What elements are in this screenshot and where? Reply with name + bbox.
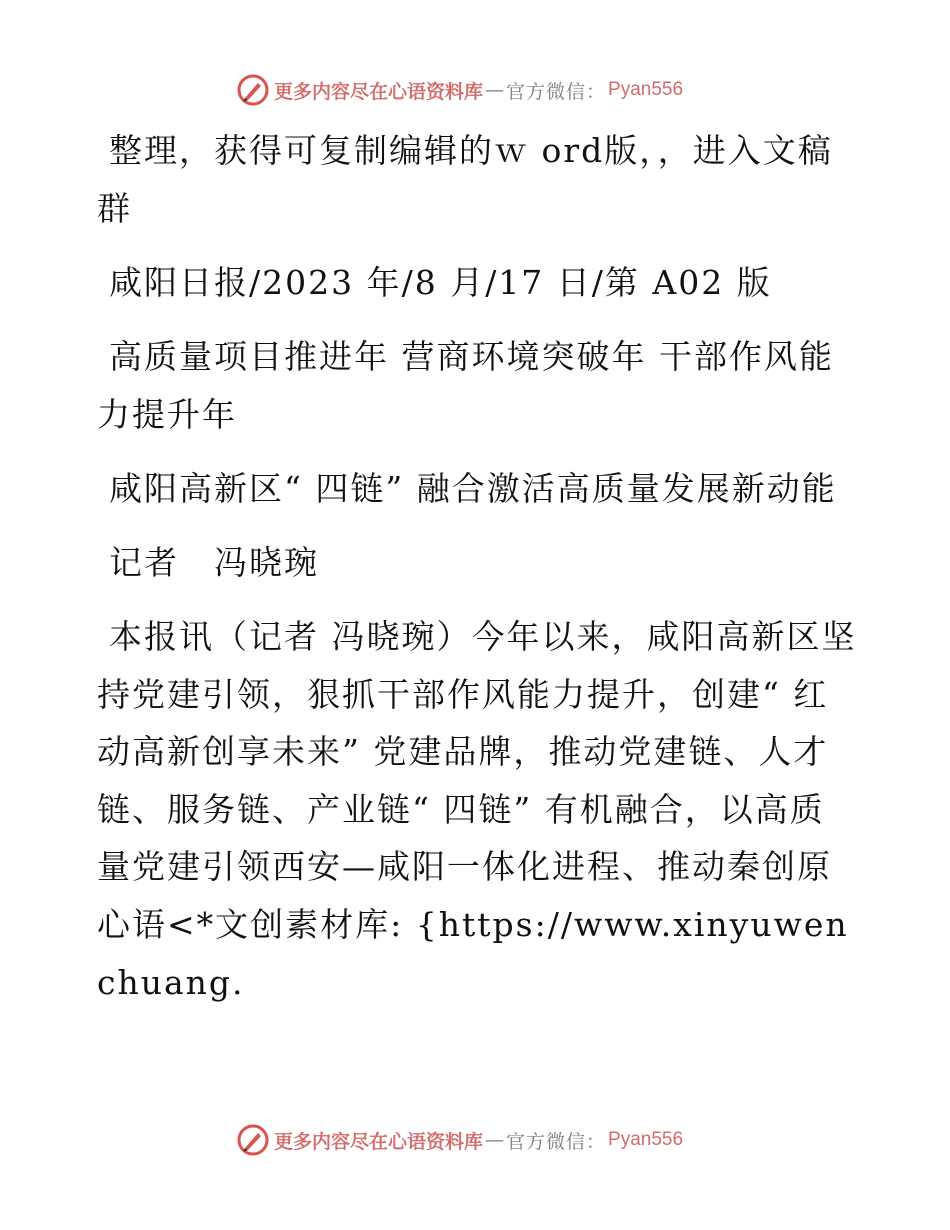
watermark-site-text: 更多内容尽在心语资料库 (274, 80, 484, 103)
headline: 咸阳高新区“ 四链” 融合激活高质量发展新动能 (109, 469, 837, 508)
watermark-site-text: 更多内容尽在心语资料库 (274, 1130, 484, 1153)
watermark-footer (236, 1122, 683, 1158)
article-paragraph: 本报讯（记者 冯晓琬）今年以来，咸阳高新区坚持党建引领，狠抓干部作风能力提升，创建“ 红动高新创享未来” 党建品牌，推动党建链、人才链、服务链、产业链“ 四链” 有机融合，以高质量党建引领西安—咸阳一体化进程、推动秦创原心语<*文创素材库: {https://www.xinyuwenchuang. (97, 617, 857, 1002)
watermark-header (236, 72, 683, 108)
document-note: 整理，获得可复制编辑的ｗ ord版，，进入文稿群 (97, 131, 833, 228)
banner-slogan: 高质量项目推进年 营商环境突破年 干部作风能力提升年 (97, 337, 834, 434)
watermark-official-label: 官方微信： (506, 1130, 607, 1153)
source-line: 咸阳日报/2023 年/8 月/17 日/第 A02 版 (109, 263, 772, 302)
pen-logo-icon (236, 73, 270, 107)
watermark-wechat-id: Pyan556 (608, 79, 684, 100)
watermark-wechat-id: Pyan556 (608, 1129, 684, 1150)
watermark-dash: — (485, 1129, 505, 1151)
byline: 记者 冯晓琬 (109, 543, 319, 582)
pen-logo-icon (236, 1123, 270, 1157)
watermark-official-label: 官方微信： (506, 80, 607, 103)
document-body (97, 122, 857, 1011)
watermark-dash: — (485, 79, 505, 101)
